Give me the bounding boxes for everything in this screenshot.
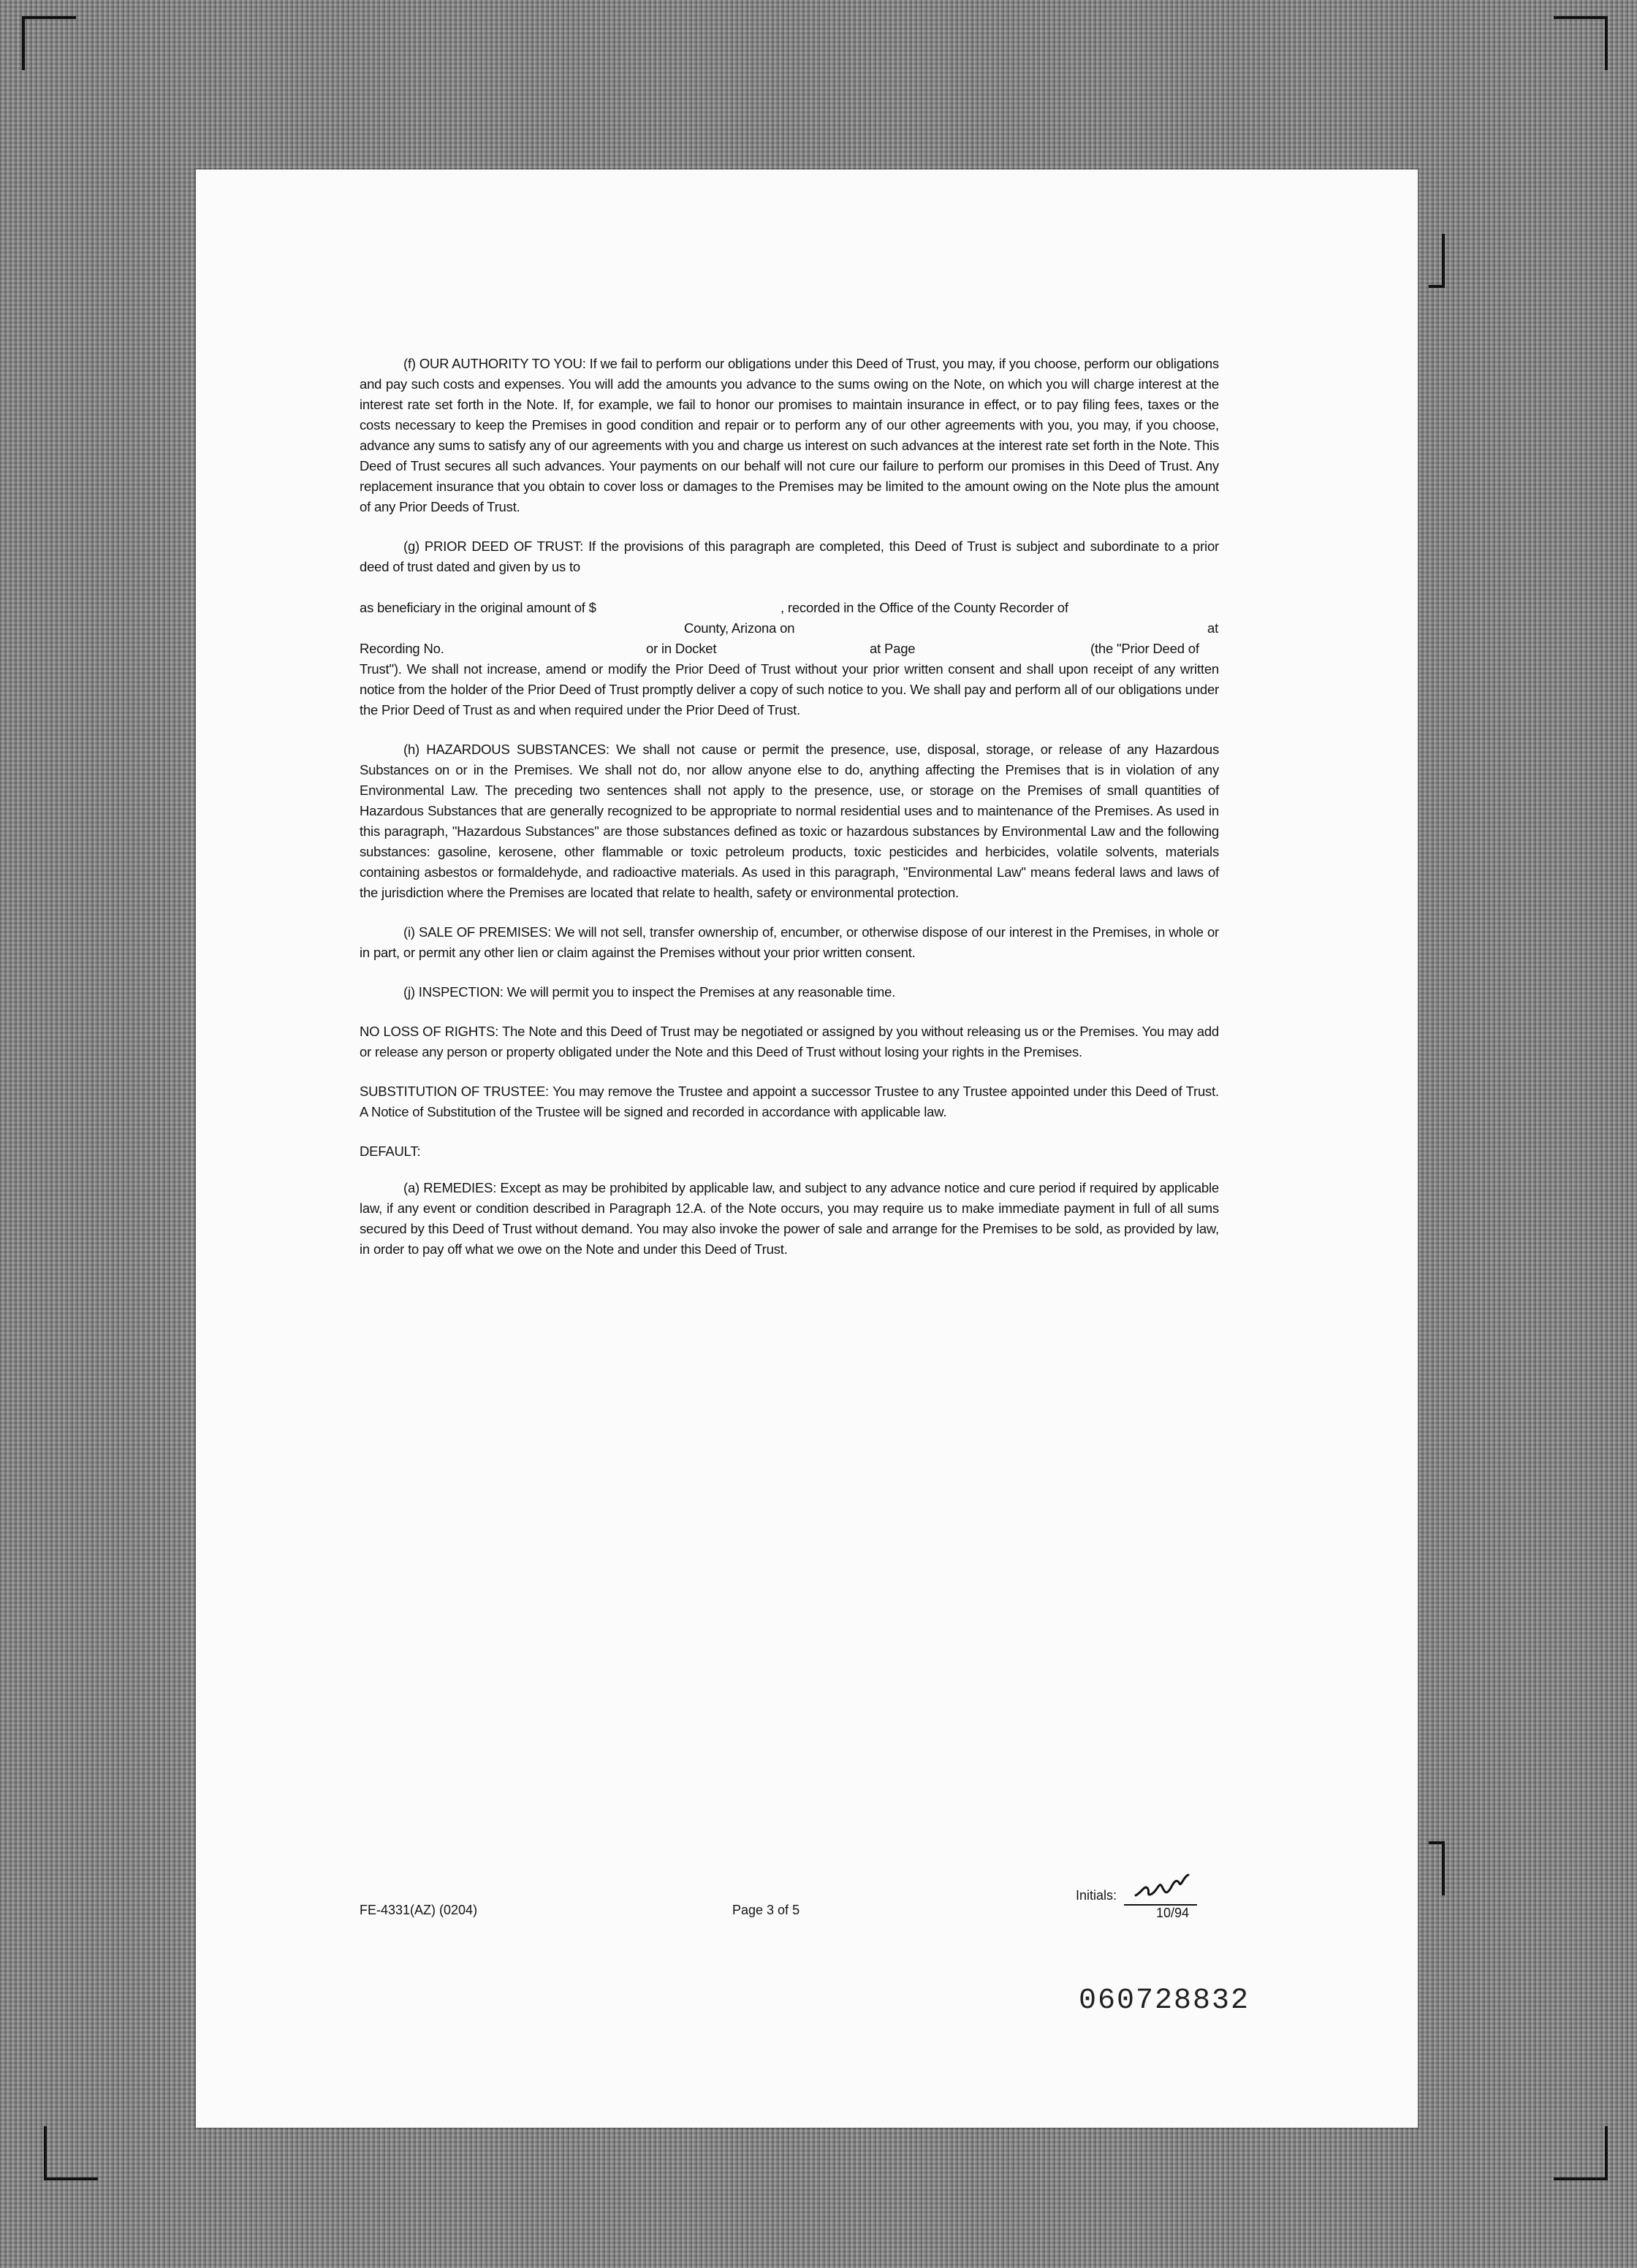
- recording-document-number: 060728832: [1079, 1984, 1250, 2017]
- paragraph-remedies: (a) REMEDIES: Except as may be prohibited by applicable law, and subject to any advance notice and cure period if required by applicable law, if any event or condition described in Paragraph 12.A. of the Note occurs, you may require us to make immediate payment in full of all sums secured by this Deed of Trust without demand. You may also invoke the power of sale and arrange for the Premises to be sold, as provided by law, in order to pay off what we owe on the Note and under this Deed of Trust.: [360, 1180, 1219, 1257]
- prior-deed-recording-line: [360, 639, 1219, 659]
- document-page: [196, 170, 1418, 2128]
- prior-deed-title-label: (the "Prior Deed of: [1090, 641, 1199, 656]
- form-number: FE-4331(AZ) (0204): [360, 1903, 478, 1917]
- prior-deed-recording-no-label: Recording No.: [360, 641, 444, 656]
- scan-corner-mark-top-right: [1554, 16, 1608, 70]
- paragraph-inspection: (j) INSPECTION: We will permit you to inspect the Premises at any reasonable time.: [403, 984, 896, 1000]
- document-body: [360, 354, 1219, 1279]
- scan-corner-mark-top-left: [22, 16, 76, 70]
- scan-edge-mark-lower: [1429, 1841, 1445, 1895]
- initials-signature-icon: [1133, 1871, 1191, 1904]
- scan-corner-mark-bottom-right: [1554, 2126, 1608, 2180]
- prior-deed-at-label: at: [1207, 620, 1219, 636]
- paragraph-our-authority: (f) OUR AUTHORITY TO YOU: If we fail to perform our obligations under this Deed of Trust, you may, if you choose, perform our obligations and pay such costs and expenses. You will add the amounts you advance to the sums owing on the Note, on which you will charge interest at the interest rate set forth in the Note. If, for example, we fail to honor our promises to maintain insurance in effect, or to pay filing fees, taxes or the costs necessary to keep the Premises in good condition and repair or to perform any of our other agreements with you, you may, if you choose, advance any sums to satisfy any of our agreements with you and charge us interest on such advances at the interest rate set forth in the Note. This Deed of Trust secures all such advances. Your payments on our behalf will not cure our failure to perform our promises in this Deed of Trust. Any replacement insurance that you obtain to cover loss or damages to the Premises may be limited to the amount owing on the Note plus the amount of any Prior Deeds of Trust.: [360, 356, 1219, 514]
- prior-deed-county-label: County, Arizona on: [684, 620, 795, 636]
- page-footer: [360, 1888, 1219, 1932]
- prior-deed-page-label: at Page: [870, 641, 916, 656]
- section-heading-default: DEFAULT:: [360, 1143, 421, 1159]
- paragraph-sale-of-premises: (i) SALE OF PREMISES: We will not sell, transfer ownership of, encumber, or otherwise dispose of our interest in the Premises, in whole or in part, or permit any other lien or claim against the Premises without your prior written consent.: [360, 924, 1219, 960]
- prior-deed-beneficiary-line: [360, 598, 1219, 618]
- prior-deed-recorded-label: , recorded in the Office of the County Recorder of: [780, 600, 1068, 615]
- form-revision-date: 10/94: [1156, 1906, 1190, 1920]
- paragraph-substitution-of-trustee: SUBSTITUTION OF TRUSTEE: You may remove the Trustee and appoint a successor Trustee to any Trustee appointed under this Deed of Trust. A Notice of Substitution of the Trustee will be signed and recorded in accordance with applicable law.: [360, 1084, 1219, 1119]
- page-number: Page 3 of 5: [732, 1903, 800, 1917]
- scan-corner-mark-bottom-left: [44, 2126, 98, 2180]
- paragraph-prior-deed-terms: Trust"). We shall not increase, amend or modify the Prior Deed of Trust without your prior written consent and shall upon receipt of any written notice from the holder of the Prior Deed of Trust promptly deliver a copy of such notice to you. We shall pay and perform all of our obligations under the Prior Deed of Trust as and when required under the Prior Deed of Trust.: [360, 661, 1219, 718]
- initials-label: Initials:: [1076, 1888, 1117, 1903]
- prior-deed-beneficiary-label: as beneficiary in the original amount of $: [360, 600, 596, 615]
- paragraph-prior-deed-intro: (g) PRIOR DEED OF TRUST: If the provisions of this paragraph are completed, this Deed of Trust is subject and subordinate to a prior deed of trust dated and given by us to: [360, 539, 1219, 574]
- paragraph-no-loss-of-rights: NO LOSS OF RIGHTS: The Note and this Deed of Trust may be negotiated or assigned by you without releasing us or the Premises. You may add or release any person or property obligated under the Note and this Deed of Trust without losing your rights in the Premises.: [360, 1024, 1219, 1059]
- paragraph-hazardous-substances: (h) HAZARDOUS SUBSTANCES: We shall not cause or permit the presence, use, disposal, storage, or release of any Hazardous Substances on or in the Premises. We shall not do, nor allow anyone else to do, anything affecting the Premises that is in violation of any Environmental Law. The preceding two sentences shall not apply to the presence, use, or storage on the Premises of small quantities of Hazardous Substances that are generally recognized to be appropriate to normal residential uses and to maintenance of the Premises. As used in this paragraph, "Hazardous Substances" are those substances defined as toxic or hazardous substances by Environmental Law and the following substances: gasoline, kerosene, other flammable or toxic petroleum products, toxic pesticides and herbicides, volatile solvents, materials containing asbestos or formaldehyde, and radioactive materials. As used in this paragraph, "Environmental Law" means federal laws and laws of the jurisdiction where the Premises are located that relate to health, safety or environmental protection.: [360, 742, 1219, 900]
- scan-edge-mark-upper: [1429, 234, 1445, 288]
- prior-deed-county-line: [360, 618, 1219, 639]
- prior-deed-docket-label: or in Docket: [646, 641, 717, 656]
